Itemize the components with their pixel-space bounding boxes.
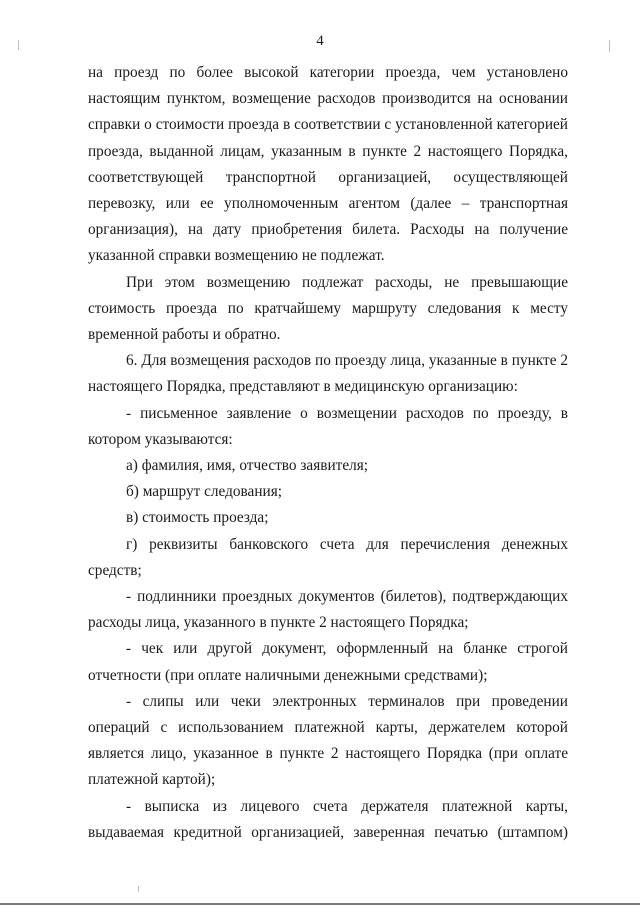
list-item-tickets: - подлинники проездных документов (билетов), подтверждающих расходы лица, указанного в пункте 2 настоящего Порядка; xyxy=(88,588,568,632)
scan-mark xyxy=(138,886,139,892)
list-item-application: - письменное заявление о возмещении расходов по проезду, в котором указываются: xyxy=(88,404,568,448)
paragraph-item-6: 6. Для возмещения расходов по проезду лица, указанные в пункте 2 настоящего Порядка, представляют в медицинскую организацию: xyxy=(88,352,568,396)
list-subitem-b: б) маршрут следования; xyxy=(126,483,283,501)
list-item-receipt: - чек или другой документ, оформленный на бланке строгой отчетности (при оплате наличными денежными средствами); xyxy=(88,640,568,684)
list-item-slips: - слипы или чеки электронных терминалов при проведении операций с использованием платежной карты, держателем которой является лицо, указанное в пункте 2 настоящего Порядка (при оплате платежной картой); xyxy=(88,692,568,789)
list-subitem-g: г) реквизиты банковского счета для перечисления денежных средств; xyxy=(88,535,568,579)
document-body xyxy=(88,60,568,846)
page-number: 4 xyxy=(316,33,324,49)
list-subitem-a: а) фамилия, имя, отчество заявителя; xyxy=(126,457,369,475)
list-item-statement: - выписка из лицевого счета держателя платежной карты, выдаваемая кредитной организацией, заверенная печатью (штампом) xyxy=(88,797,568,841)
paragraph-travel-category: на проезд по более высокой категории проезда, чем установлено настоящим пунктом, возмещение расходов производится на основании справки о стоимости проезда в соответствии с установленной категорией проезда, выданной лицам, указанным в пункте 2 настоящего Порядка, соответствующей транспортной организацией, осуществляющей перевозку, или ее уполномоченным агентом (далее – транспортная организация), на дату приобретения билета. Расходы на получение указанной справки возмещению не подлежат. xyxy=(88,64,568,265)
list-subitem-v: в) стоимость проезда; xyxy=(126,509,269,527)
paragraph-shortest-route: При этом возмещению подлежат расходы, не превышающие стоимость проезда по кратчайшему маршруту следования к месту временной работы и обратно. xyxy=(88,273,568,344)
